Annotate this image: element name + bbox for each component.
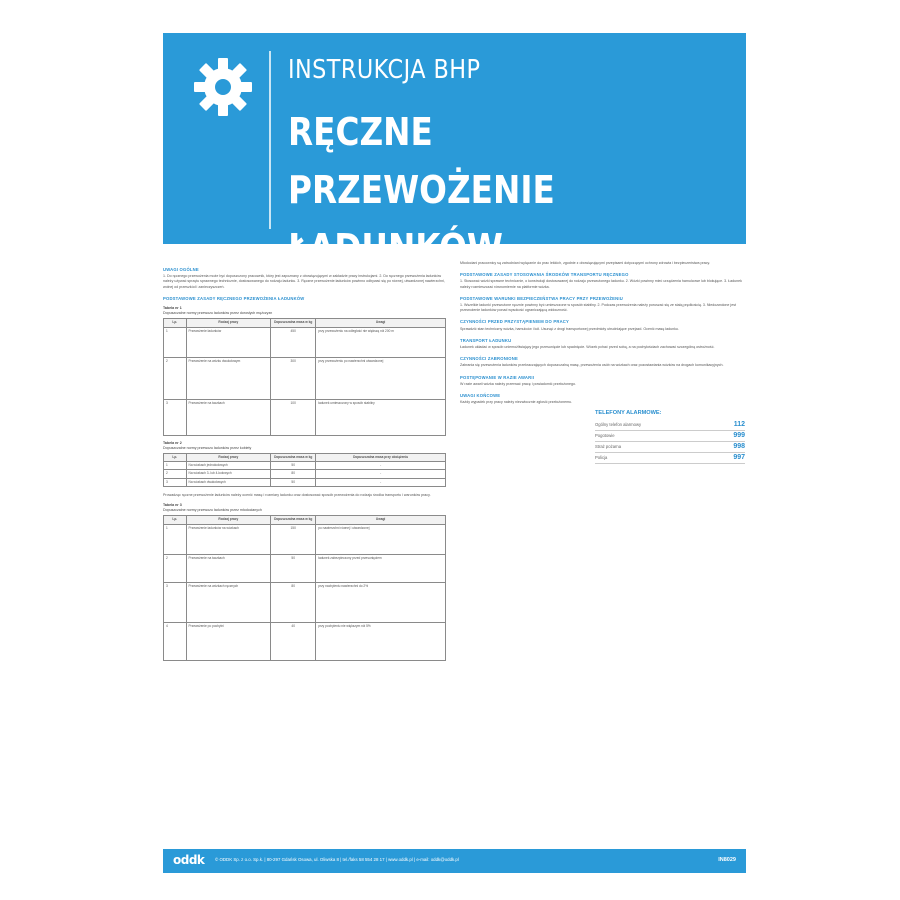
section-text: Młodociani pracownicy są zatrudniani wyłącznie do prac lekkich, zgodnie z obowiązującymi przepisami dotyczącymi ochrony zdrowia i bezpieczeństwa pracy. xyxy=(460,261,711,265)
table-header: Dopuszczalna masa przy obciążeniu xyxy=(316,454,446,462)
section-heading: UWAGI KOŃCOWE xyxy=(460,393,501,399)
table-cell: Przewożenie na wózkach ręcznych xyxy=(186,582,271,622)
table-description: Dopuszczalne normy przewozu ładunków przez dorosłych mężczyzn xyxy=(163,311,273,316)
table-cell: Przewożenie ładunków xyxy=(186,327,271,357)
table-caption xyxy=(163,306,446,316)
phone-number: 997 xyxy=(733,454,745,462)
phone-row xyxy=(595,442,745,453)
table-cell: Na wózkach jednokołowych xyxy=(186,462,271,470)
phone-number: 112 xyxy=(733,421,745,429)
table-cell: Przewożenie na taczkach xyxy=(186,554,271,582)
section-text: W razie awarii wózka należy przerwać pracę i powiadomić przełożonego. xyxy=(460,381,577,386)
table-cell: - xyxy=(316,470,446,478)
section-heading: TRANSPORT ŁADUNKU xyxy=(460,337,512,343)
section-heading: CZYNNOŚCI ZABRONIONE xyxy=(460,356,518,362)
table-cell: Przewożenie na taczkach xyxy=(186,399,271,435)
section-heading: PODSTAWOWE ZASADY STOSOWANIA ŚRODKÓW TRANSPORTU RĘCZNEGO xyxy=(460,272,629,278)
table-cell: 300 xyxy=(271,357,316,399)
norms-table-women xyxy=(163,453,446,487)
footer-address: © ODDK Sp. z o.o. Sp.k. | 80-297 Gdańsk Osowa, ul. Oliwska 8 | tel./faks 58 554 28 17 | www.oddk.pl | e-mail: oddk@oddk.pl xyxy=(215,857,459,862)
phone-row xyxy=(595,420,745,431)
table-cell: ładunek umieszczony w sposób stabilny xyxy=(316,399,446,435)
table-row xyxy=(164,399,446,435)
table-cell: 40 xyxy=(271,622,316,660)
table-cell: przy pochyleniu nie większym niż 5% xyxy=(316,622,446,660)
table-cell: 80 xyxy=(271,470,316,478)
table-cell: przy przewożeniu po nawierzchni utwardzonej xyxy=(316,357,446,399)
table-header: Rodzaj pracy xyxy=(186,516,271,524)
left-column xyxy=(163,261,446,661)
phone-label: Pogotowie xyxy=(595,433,615,439)
table-cell: 4 xyxy=(164,622,187,660)
table-cell: 50 xyxy=(271,554,316,582)
table-cell: ładunek zabezpieczony przed przesunięciem xyxy=(316,554,446,582)
table-cell: 3 xyxy=(164,582,187,622)
table-cell: 1 xyxy=(164,524,187,554)
table-caption xyxy=(163,441,446,451)
table-number: Tabela nr 3 xyxy=(163,503,182,508)
section-text: 1. Do ręcznego przewożenia może być dopuszczony pracownik, który jest zapoznany z obowiązującymi w zakładzie pracy instrukcjami. 2. Do ręcznego przewożenia ładunków należy używać sprzętu sprawnego technicznie, dostosowanego do rodzaju ładunku. 3. Ręczne przewożenie ładunków powinno odbywać się po równej, utwardzonej nawierzchni, wolnej od przeszkód i zanieczyszczeń. xyxy=(163,274,445,289)
table-header: Dopuszczalna masa w kg xyxy=(271,319,316,327)
table-header: Uwagi xyxy=(316,516,446,524)
table-header: Dopuszczalna masa w kg xyxy=(271,454,316,462)
table-row xyxy=(164,327,446,357)
section-heading: CZYNNOŚCI PRZED PRZYSTĄPIENIEM DO PRACY xyxy=(460,319,570,325)
table-header: Lp. xyxy=(164,319,187,327)
emergency-phones-title: TELEFONY ALARMOWE: xyxy=(595,410,662,417)
phone-label: Ogólny telefon alarmowy xyxy=(595,422,642,428)
table-cell: 2 xyxy=(164,470,187,478)
section-heading: UWAGI OGÓLNE xyxy=(163,267,199,272)
table-cell: 80 xyxy=(271,582,316,622)
table-cell: 50 xyxy=(271,478,316,486)
table-cell: - xyxy=(316,478,446,486)
table-row xyxy=(164,478,446,486)
table-number: Tabela nr 2 xyxy=(163,440,182,445)
norms-table-youth xyxy=(163,515,446,660)
table-cell: 1 xyxy=(164,462,187,470)
table-header: Dopuszczalna masa w kg xyxy=(271,516,316,524)
phone-label: Policja xyxy=(595,455,608,461)
table-row xyxy=(164,622,446,660)
poster-footer xyxy=(163,849,746,873)
table-cell: 2 xyxy=(164,357,187,399)
gear-icon xyxy=(191,55,255,119)
section-heading: PODSTAWOWE ZASADY RĘCZNEGO PRZEWOŻENIA ŁADUNKÓW xyxy=(163,295,305,301)
table-cell: 2 xyxy=(164,554,187,582)
phone-number: 998 xyxy=(733,443,745,451)
table-row xyxy=(164,462,446,470)
poster-title: RĘCZNE PRZEWOŻENIE ŁADUNKÓW xyxy=(288,110,555,270)
table-cell: Przewożenie na wózku dwukołowym xyxy=(186,357,271,399)
table-header: Uwagi xyxy=(316,319,446,327)
section-text: Prowadząc ręczne przewożenie ładunków należy ocenić masę i rozmiary ładunku oraz dostosować sposób przewożenia do rodzaju środka transportu i warunków pracy. xyxy=(163,492,431,497)
poster-subtitle: INSTRUKCJA BHP xyxy=(288,55,481,85)
table-description: Dopuszczalne normy przewozu ładunków przez młodocianych xyxy=(163,508,262,513)
table-cell: po nawierzchni równej i utwardzonej xyxy=(316,524,446,554)
phone-row xyxy=(595,453,745,464)
header-divider xyxy=(269,51,271,229)
section-text: Sprawdzić stan techniczny wózka, hamulców i kół. Usunąć z drogi transportowej przedmioty utrudniające przejazd. Ocenić masę ładunku. xyxy=(460,326,679,331)
table-header: Lp. xyxy=(164,516,187,524)
phone-row xyxy=(595,431,745,442)
table-description: Dopuszczalne normy przewozu ładunków przez kobiety xyxy=(163,445,252,450)
table-row xyxy=(164,582,446,622)
table-header: Lp. xyxy=(164,454,187,462)
table-cell: 3 xyxy=(164,399,187,435)
table-cell: 150 xyxy=(271,524,316,554)
table-cell: Na wózkach 3- lub 4-kołowych xyxy=(186,470,271,478)
right-column xyxy=(460,261,746,464)
table-cell: 3 xyxy=(164,478,187,486)
table-header: Rodzaj pracy xyxy=(186,454,271,462)
section-heading: POSTĘPOWANIE W RAZIE AWARII xyxy=(460,374,535,380)
table-row xyxy=(164,470,446,478)
table-cell: Przewożenie po pochylni xyxy=(186,622,271,660)
table-row xyxy=(164,357,446,399)
section-heading: PODSTAWOWE WARUNKI BEZPIECZEŃSTWA PRACY PRZY PRZEWOŻENIU xyxy=(460,295,623,301)
section-text: Każdy wypadek przy pracy należy niezwłocznie zgłosić przełożonemu. xyxy=(460,400,573,405)
section-text: Zabrania się przewożenia ładunków przekraczających dopuszczalną masę, przewożenia osób na wózkach oraz pozostawiania wózków na drogach komunikacyjnych. xyxy=(460,363,724,368)
phone-number: 999 xyxy=(733,432,745,440)
section-text: 1. Stosować wózki sprawne technicznie, o konstrukcji dostosowanej do rodzaju przewożonego ładunku. 2. Wózki powinny mieć urządzenia hamulcowe lub blokujące. 3. Ładunek należy rozmieszczać równomiernie na platformie wózka. xyxy=(460,279,742,289)
table-cell: przy nachyleniu nawierzchni do 2% xyxy=(316,582,446,622)
table-row xyxy=(164,554,446,582)
table-caption xyxy=(163,503,446,513)
table-cell: 50 xyxy=(271,462,316,470)
table-cell: - xyxy=(316,462,446,470)
instruction-poster xyxy=(163,33,746,873)
table-cell: Przewożenie ładunków na wózkach xyxy=(186,524,271,554)
table-number: Tabela nr 1 xyxy=(163,306,182,311)
norms-table-men xyxy=(163,318,446,435)
emergency-phones-list xyxy=(595,420,745,464)
phone-label: Straż pożarna xyxy=(595,444,622,450)
section-text: 1. Wszelkie ładunki przewożone ręcznie powinny być umieszczone w sposób stabilny. 2. Podczas przewożenia należy poruszać się ze stałą prędkością. 3. Niedozwolone jest przewożenie ładunków ponad wysokość ograniczającą widoczność. xyxy=(460,303,736,313)
table-cell: 100 xyxy=(271,399,316,435)
table-cell: 1 xyxy=(164,327,187,357)
table-header: Rodzaj pracy xyxy=(186,319,271,327)
table-cell: Na wózkach dwukołowych xyxy=(186,478,271,486)
brand-logo: oddk xyxy=(173,853,205,867)
table-cell: przy przewożeniu na odległość nie większą niż 200 m xyxy=(316,327,446,357)
table-row xyxy=(164,524,446,554)
table-cell: 450 xyxy=(271,327,316,357)
section-text: Ładunek układać w sposób uniemożliwiający jego przesunięcie lub spadnięcie. Wózek pchać przed sobą, a na pochyłościach zachować szczególną ostrożność. xyxy=(460,345,715,350)
product-code: IN8029 xyxy=(718,857,736,863)
